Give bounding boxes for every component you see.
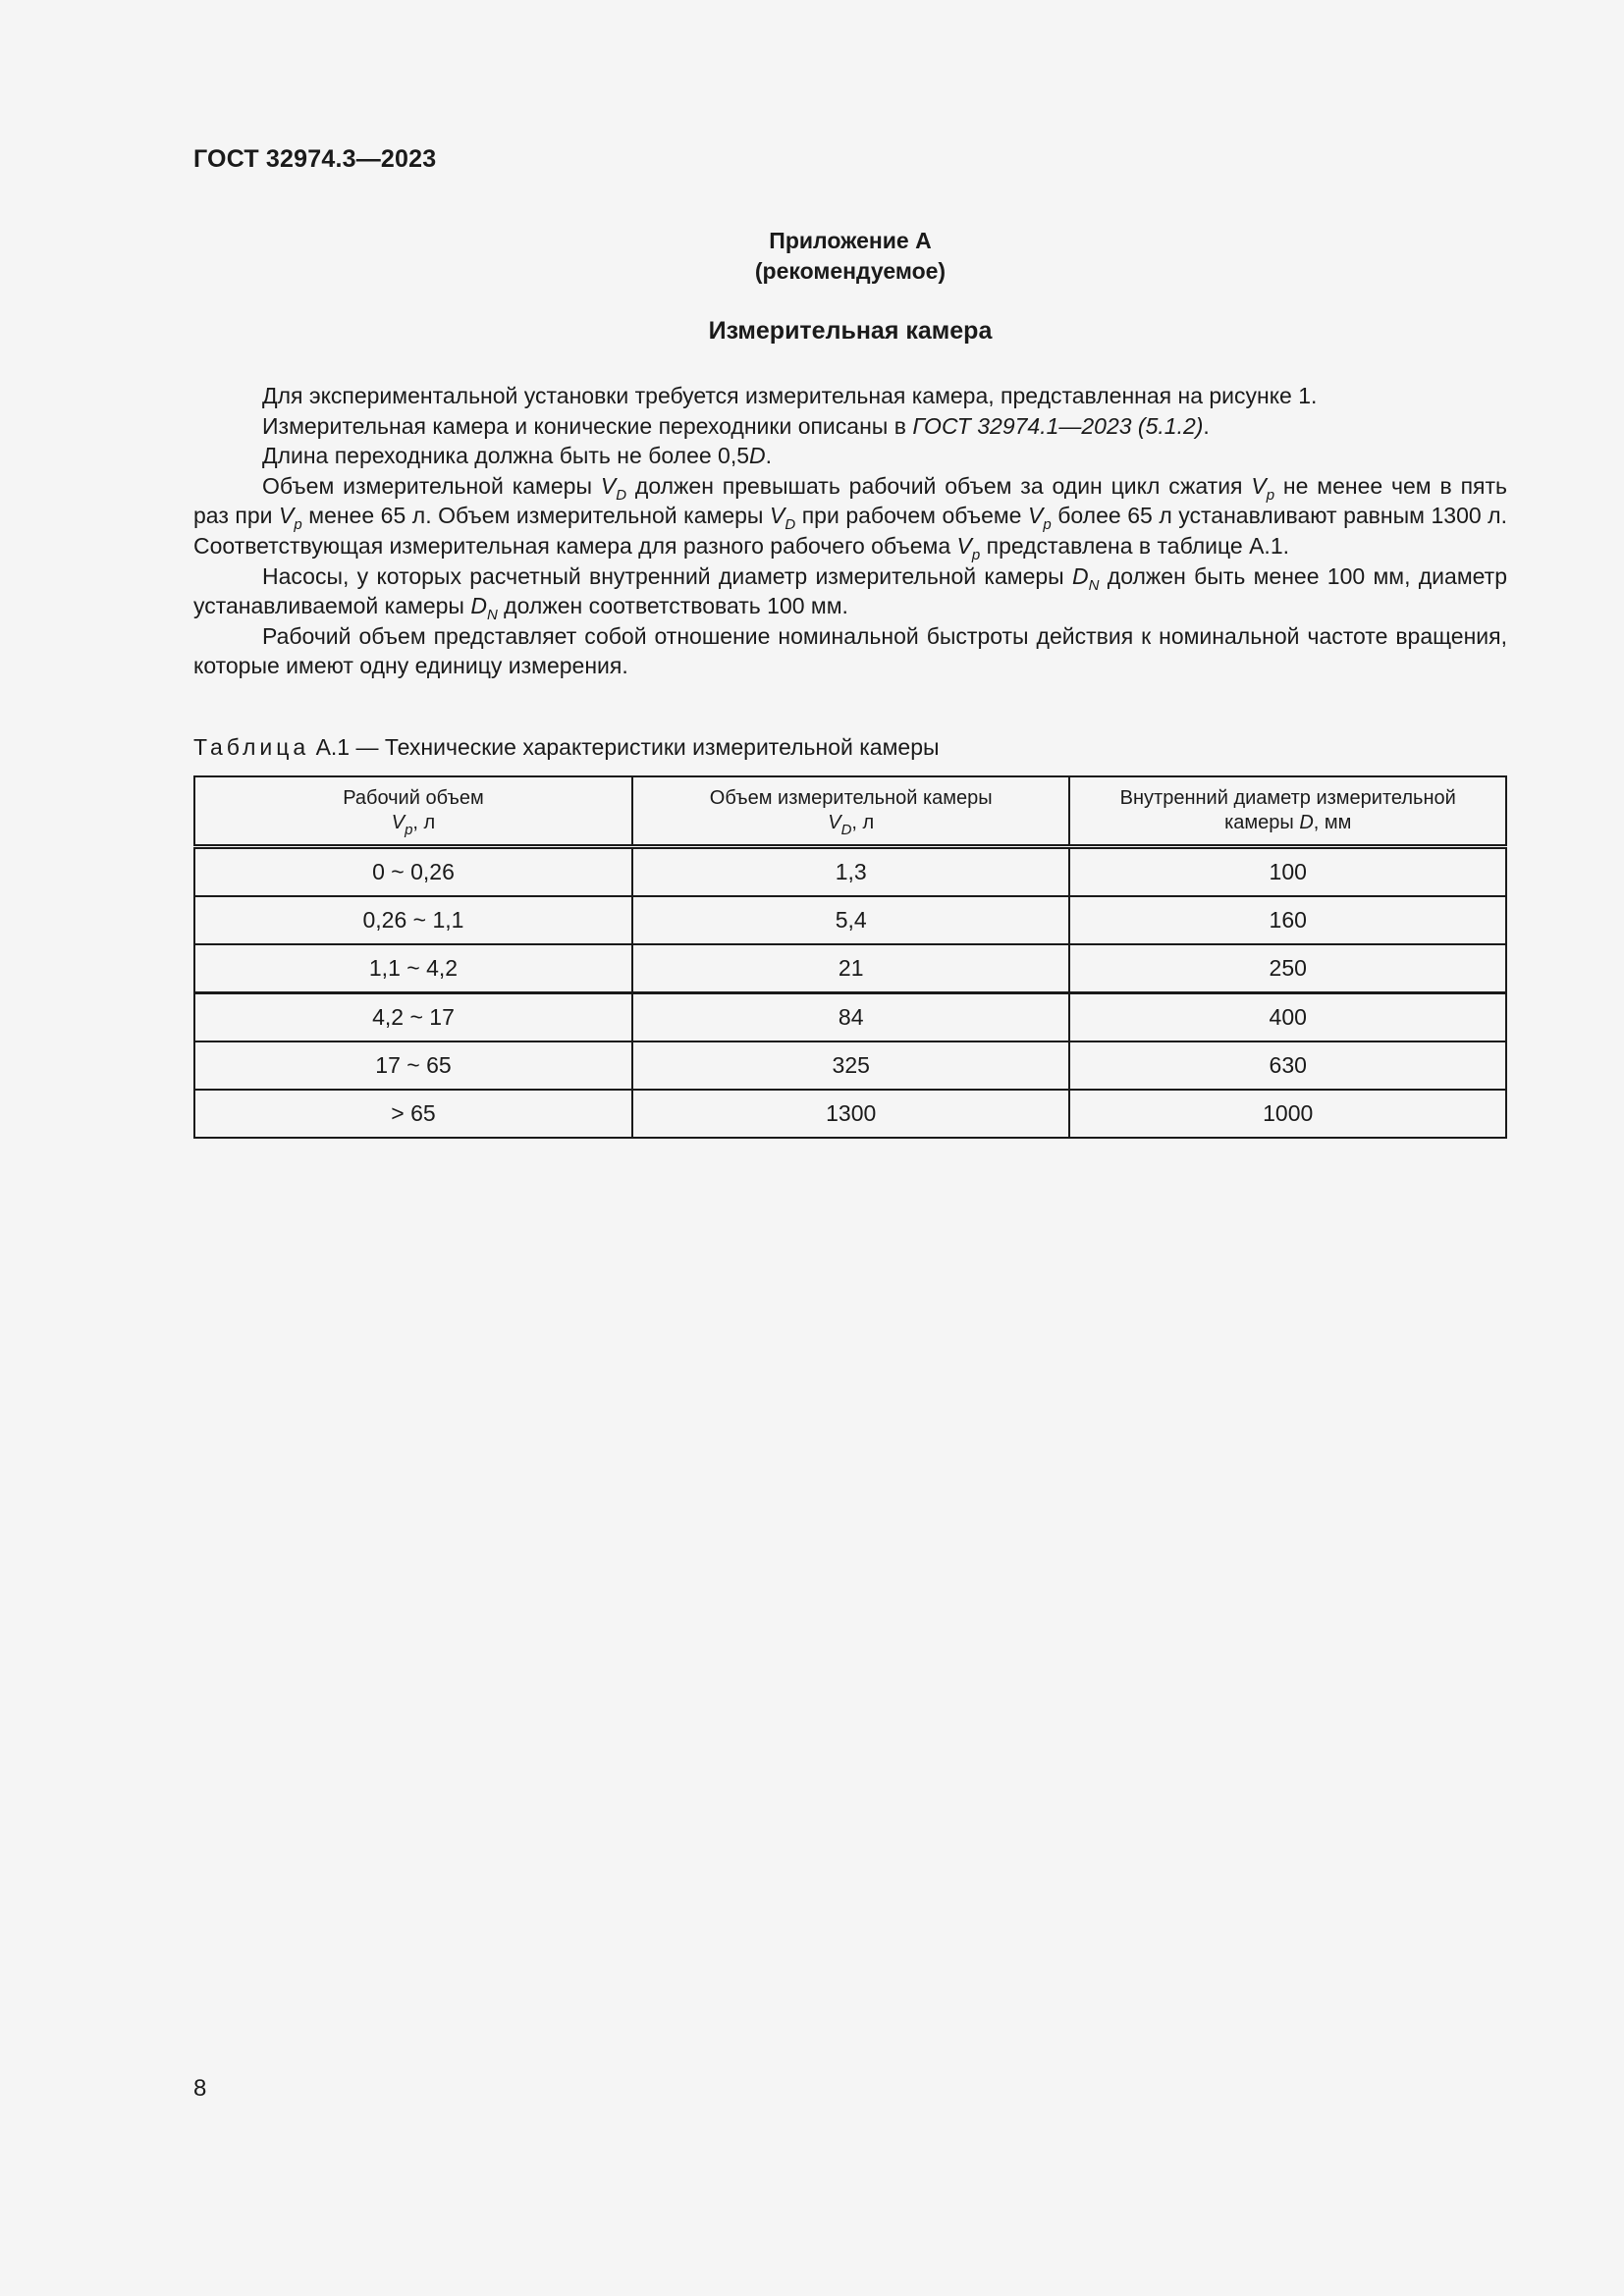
cell-chamber-volume: 1300 xyxy=(632,1090,1070,1138)
variable-DN: $D_N$ xyxy=(470,593,498,624)
specifications-table xyxy=(193,775,1507,1139)
paragraph-1: Для экспериментальной установки требуется измерительная камера, представленная на рисунке 1. xyxy=(262,383,1318,408)
cell-chamber-volume: 84 xyxy=(632,993,1070,1042)
cell-inner-diameter: 630 xyxy=(1069,1041,1506,1090)
cell-inner-diameter: 160 xyxy=(1069,896,1506,944)
table-row xyxy=(194,1041,1506,1090)
cell-chamber-volume: 1,3 xyxy=(632,847,1070,897)
cell-inner-diameter: 100 xyxy=(1069,847,1506,897)
section-title: Измерительная камера xyxy=(708,317,993,345)
cell-chamber-volume: 325 xyxy=(632,1041,1070,1090)
cell-inner-diameter: 400 xyxy=(1069,993,1506,1042)
appendix-heading xyxy=(193,226,1507,287)
cell-chamber-volume: 21 xyxy=(632,944,1070,993)
table-row xyxy=(194,1090,1506,1138)
table-row xyxy=(194,896,1506,944)
header-chamber-volume: Объем измерительной камеры $V_D$, л xyxy=(632,776,1070,847)
variable-VD: $V_D$ xyxy=(600,472,627,504)
variable-DN: $D_N$ xyxy=(1072,562,1100,594)
table-caption-word: Таблица xyxy=(193,734,310,760)
body-text xyxy=(193,381,1507,681)
appendix-label: Приложение А xyxy=(769,228,932,253)
variable-Vp: $V_p$ xyxy=(1028,503,1052,534)
paragraph-3: Длина переходника должна быть не более 0,5D. xyxy=(262,443,773,469)
standard-reference: ГОСТ 32974.1—2023 (5.1.2) xyxy=(912,412,1204,439)
table-row xyxy=(194,847,1506,897)
appendix-status: (рекомендуемое) xyxy=(754,258,947,284)
paragraph-5: Насосы, у которых расчетный внутренний диаметр измерительной камеры $D_N$ должен быть менее 100 мм, диаметр устанавливаемой камеры $D_N$ должен соответствовать 100 мм. xyxy=(193,562,1507,624)
cell-inner-diameter: 250 xyxy=(1069,944,1506,993)
variable-D: D xyxy=(749,443,766,469)
variable-Vp: $V_p$ xyxy=(279,503,302,534)
cell-working-volume: 4,2 ~ 17 xyxy=(194,993,632,1042)
cell-working-volume: 1,1 ~ 4,2 xyxy=(194,944,632,993)
variable-VD: $V_D$ xyxy=(769,503,796,534)
paragraph-2: Измерительная камера и конические переходники описаны в ГОСТ 32974.1—2023 (5.1.2). xyxy=(262,412,1210,439)
variable-Vp: $V_p$ xyxy=(956,532,981,563)
cell-working-volume: > 65 xyxy=(194,1090,632,1138)
table-row xyxy=(194,944,1506,993)
cell-working-volume: 0 ~ 0,26 xyxy=(194,847,632,897)
header-inner-diameter: Внутренний диаметр измерительной камеры D, мм xyxy=(1069,776,1506,847)
variable-Vp: $V_p$ xyxy=(1251,472,1275,504)
header-working-volume: Рабочий объем $V_p$, л xyxy=(194,776,632,847)
cell-chamber-volume: 5,4 xyxy=(632,896,1070,944)
paragraph-6: Рабочий объем представляет собой отношение номинальной быстроты действия к номинальной частоте вращения, которые имеют одну единицу измерения. xyxy=(193,622,1507,679)
cell-working-volume: 0,26 ~ 1,1 xyxy=(194,896,632,944)
paragraph-4: Объем измерительной камеры $V_D$ должен превышать рабочий объем за один цикл сжатия $V_p$ не менее чем в пять раз при $V_p$ менее 65 л. Объем измерительной камеры $V_D$ при рабочем объеме $V_p$ более 65 л устанавливают равным 1300 л. Соответствующая измерительная камера для разного рабочего объема $V_p$ представлена в таблице А.1. xyxy=(193,472,1507,563)
table-header-row xyxy=(194,776,1506,847)
page-number: 8 xyxy=(193,2075,207,2102)
document-code: ГОСТ 32974.3—2023 xyxy=(193,145,437,173)
cell-working-volume: 17 ~ 65 xyxy=(194,1041,632,1090)
cell-inner-diameter: 1000 xyxy=(1069,1090,1506,1138)
table-row xyxy=(194,993,1506,1042)
table-caption xyxy=(193,734,940,761)
table-caption-text: А.1 — Технические характеристики измерительной камеры xyxy=(309,734,940,760)
